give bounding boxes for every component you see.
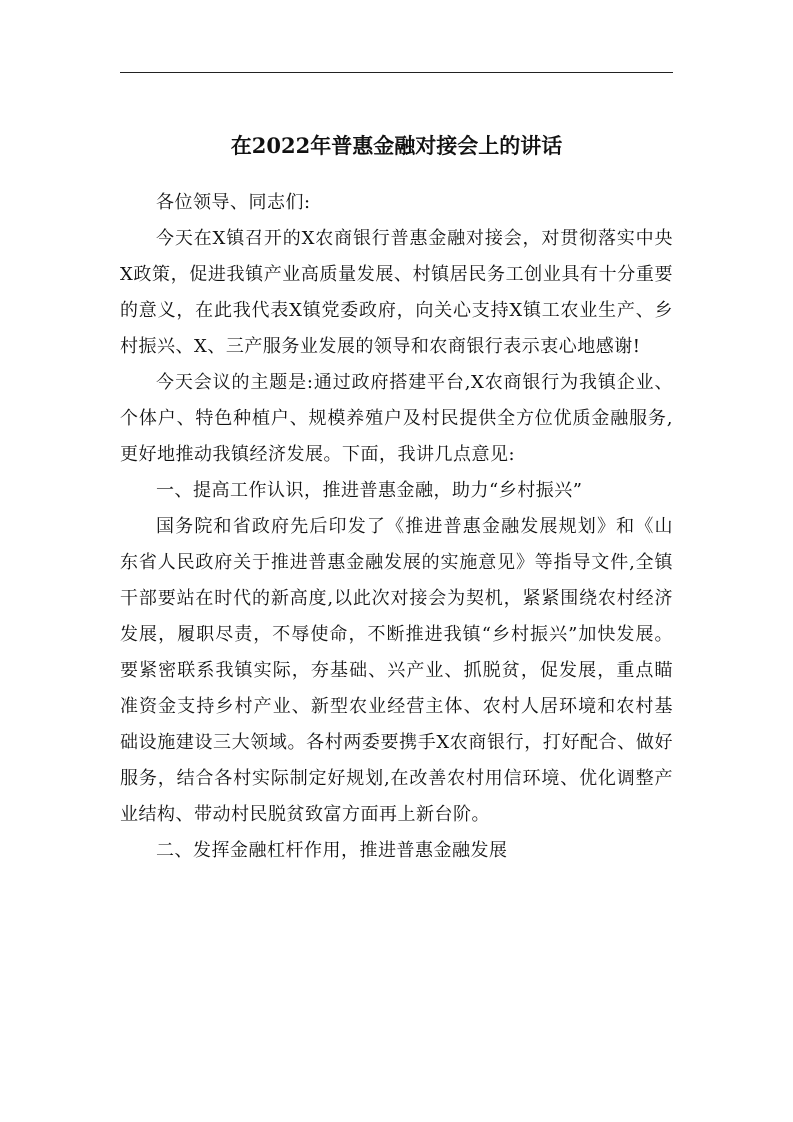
section-heading-1: 一、提高工作认识，推进普惠金融，助力“乡村振兴” <box>156 480 583 501</box>
salutation: 各位领导、同志们: <box>156 192 311 213</box>
paragraph-theme: 今天会议的主题是:通过政府搭建平台,X农商银行为我镇企业、个体户、特色种植户、规模养殖户及村民提供全方位优质金融服务,更好地推动我镇经济发展。下面，我讲几点意见: <box>120 372 673 465</box>
header-rule <box>120 72 673 73</box>
document-body <box>120 185 673 869</box>
section-heading-2: 二、发挥金融杠杆作用，推进普惠金融发展 <box>156 840 508 861</box>
section-1-paragraph: 国务院和省政府先后印发了《推进普惠金融发展规划》和《山东省人民政府关于推进普惠金融发展的实施意见》等指导文件,全镇干部要站在时代的新高度,以此次对接会为契机，紧紧围绕农村经济发展，履职尽责，不辱使命，不断推进我镇“乡村振兴”加快发展。要紧密联系我镇实际，夯基础、兴产业、抓脱贫，促发展，重点瞄准资金支持乡村产业、新型农业经营主体、农村人居环境和农村基础设施建设三大领域。各村两委要携手X农商银行，打好配合、做好服务，结合各村实际制定好规划,在改善农村用信环境、优化调整产业结构、带动村民脱贫致富方面再上新台阶。 <box>120 516 673 825</box>
document-title: 在2022年普惠金融对接会上的讲话 <box>230 133 563 158</box>
paragraph-intro: 今天在X镇召开的X农商银行普惠金融对接会，对贯彻落实中央X政策，促进我镇产业高质量发展、村镇居民务工创业具有十分重要的意义，在此我代表X镇党委政府，向关心支持X镇工农业生产、乡村振兴、X、三产服务业发展的领导和农商银行表示衷心地感谢! <box>120 228 673 357</box>
